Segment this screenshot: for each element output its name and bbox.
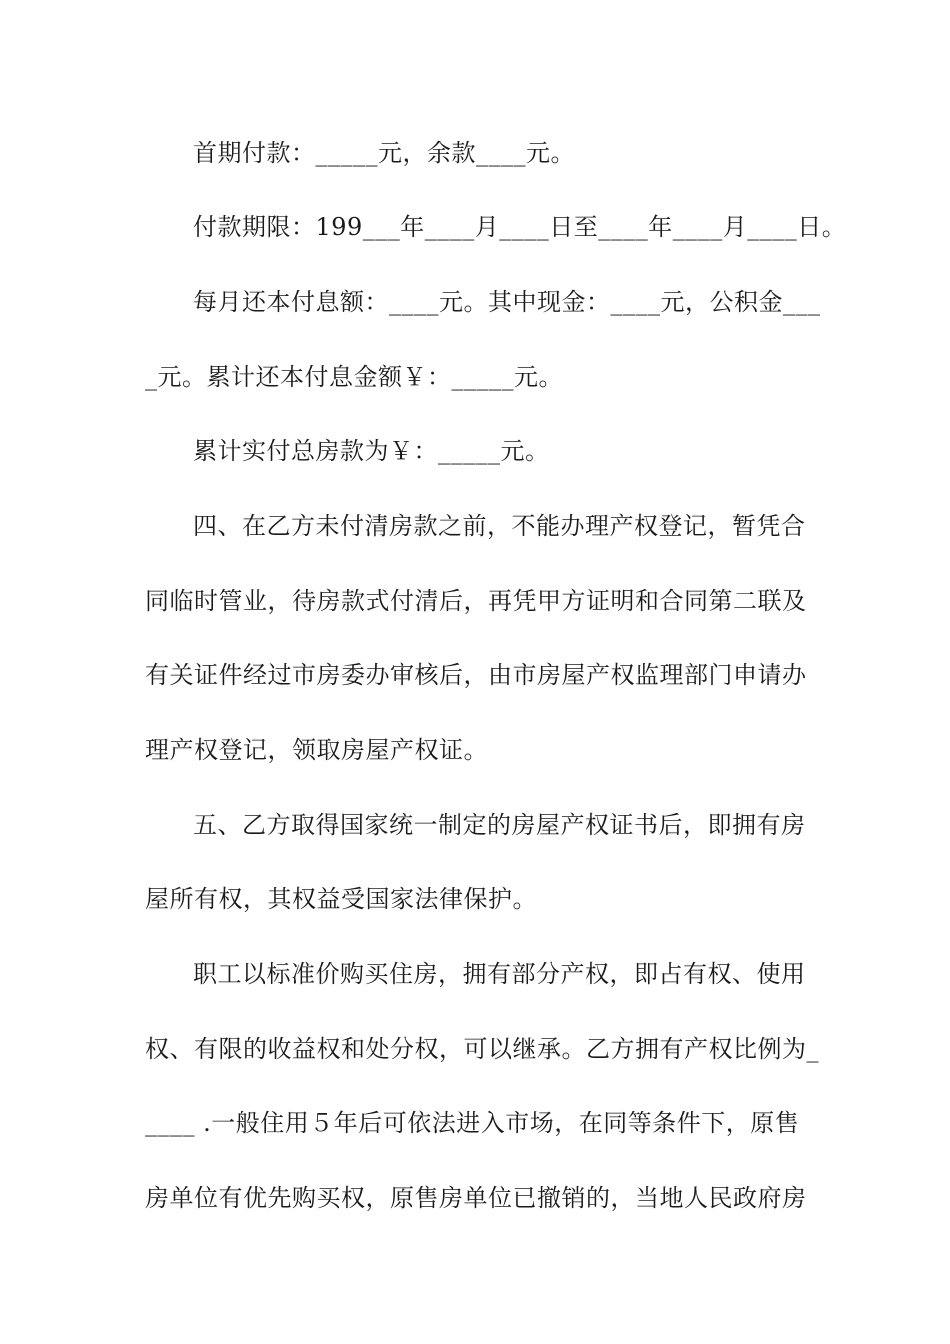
clause-four-line-4: 理产权登记，领取房屋产权证。	[145, 736, 488, 764]
payment-period-line: 付款期限：199___年____月____日至____年____月____日。	[193, 213, 847, 241]
ownership-paragraph-line-3: ____ .一般住用５年后可依法进入市场，在同等条件下，原售	[145, 1109, 800, 1137]
clause-four-line-1: 四、在乙方未付清房款之前，不能办理产权登记，暂凭合	[193, 512, 806, 540]
monthly-repayment-line: 每月还本付息额：____元。其中现金：____元，公积金___	[193, 288, 821, 316]
clause-five-line-2: 屋所有权，其权益受国家法律保护。	[145, 885, 537, 913]
ownership-paragraph-line-1: 职工以标准价购买住房，拥有部分产权，即占有权、使用	[193, 960, 806, 988]
clause-five-line-1: 五、乙方取得国家统一制定的房屋产权证书后，即拥有房	[193, 811, 806, 839]
clause-four-line-2: 同临时管业，待房款式付清后，再凭甲方证明和合同第二联及	[145, 587, 807, 615]
ownership-paragraph-line-4: 房单位有优先购买权，原售房单位已撤销的，当地人民政府房	[145, 1184, 807, 1212]
cumulative-repayment-line: _元。累计还本付息金额￥：_____元。	[145, 363, 563, 391]
payment-down-payment-line: 首期付款：_____元，余款____元。	[193, 139, 575, 167]
ownership-paragraph-line-2: 权、有限的收益权和处分权，可以继承。乙方拥有产权比例为_	[145, 1035, 819, 1063]
total-paid-line: 累计实付总房款为￥：_____元。	[193, 437, 550, 465]
clause-four-line-3: 有关证件经过市房委办审核后，由市房屋产权监理部门申请办	[145, 661, 807, 689]
